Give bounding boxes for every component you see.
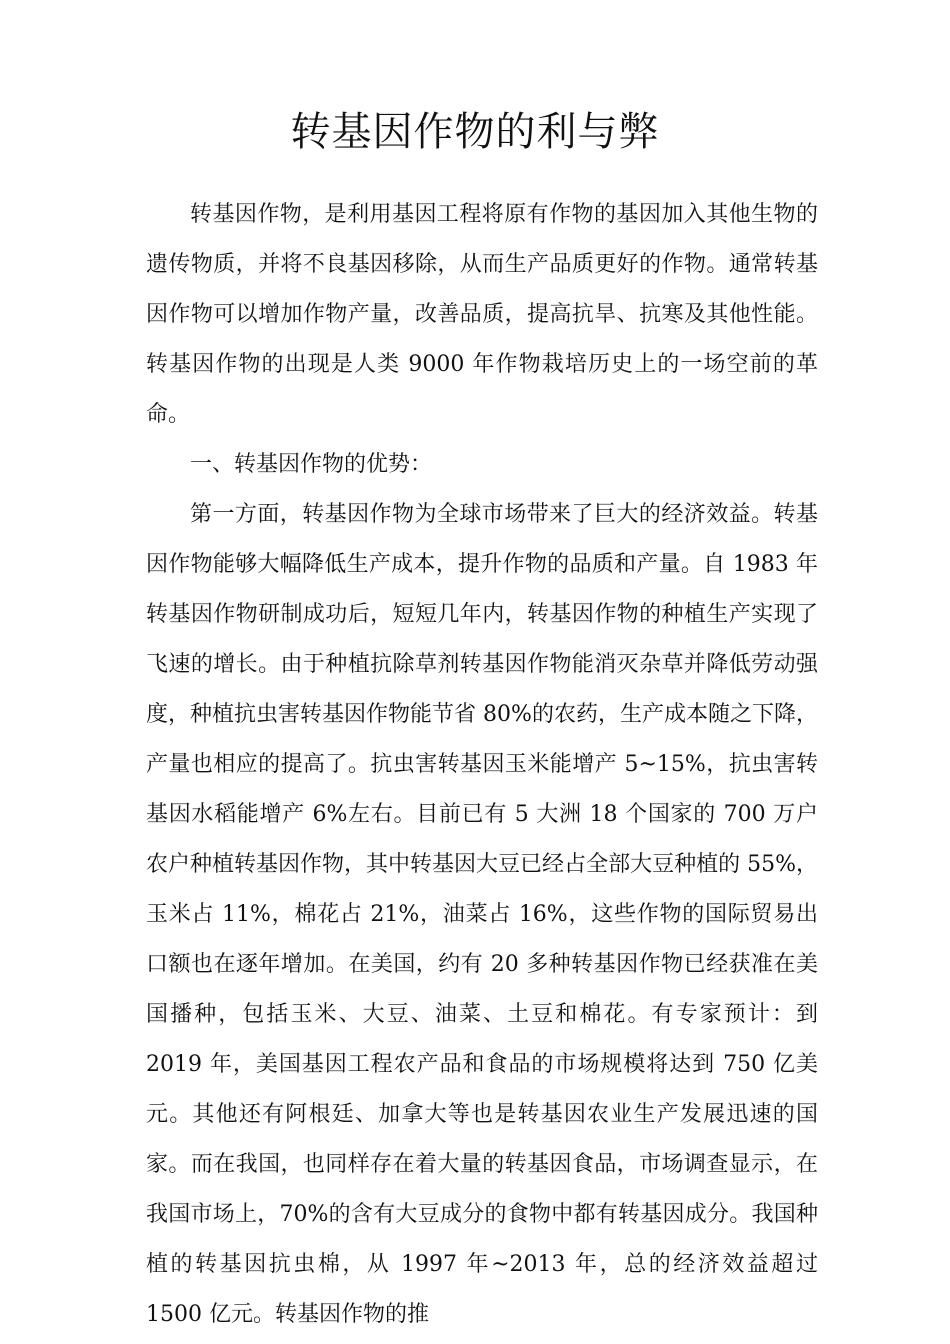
paragraph-intro: 转基因作物，是利用基因工程将原有作物的基因加入其他生物的遗传物质，并将不良基因移除，从而生产品质更好的作物。通常转基因作物可以增加作物产量，改善品质，提高抗旱、抗寒及其他性能。转基因作物的出现是人类 9000 年作物栽培历史上的一场空前的革命。: [146, 202, 818, 427]
paragraph-economic-benefits: 第一方面，转基因作物为全球市场带来了巨大的经济效益。转基因作物能够大幅降低生产成本，提升作物的品质和产量。自 1983 年转基因作物研制成功后，短短几年内，转基因作物的种植生产实现了飞速的增长。由于种植抗除草剂转基因作物能消灭杂草并降低劳动强度，种植抗虫害转基因作物能节省 80%的农药，生产成本随之下降，产量也相应的提高了。抗虫害转基因玉米能增产 5~15%，抗虫害转基因水稻能增产 6%左右。目前已有 5 大洲 18 个国家的 700 万户农户种植转基因作物，其中转基因大豆已经占全部大豆种植的 55%，玉米占 11%，棉花占 21%，油菜占 16%，这些作物的国际贸易出口额也在逐年增加。在美国，约有 20 多种转基因作物已经获准在美国播种，包括玉米、大豆、油菜、土豆和棉花。有专家预计：到 2019 年，美国基因工程农产品和食品的市场规模将达到 750 亿美元。其他还有阿根廷、加拿大等也是转基因农业生产发展迅速的国家。而在我国，也同样存在着大量的转基因食品，市场调查显示，在我国市场上，70%的含有大豆成分的食物中都有转基因成分。我国种植的转基因抗虫棉，从 1997 年~2013 年，总的经济效益超过 1500 亿元。转基因作物的推: [146, 502, 818, 1327]
document-body: [146, 190, 818, 1340]
section-heading-advantages: 一、转基因作物的优势：: [190, 452, 433, 477]
document-title: 转基因作物的利与弊: [290, 109, 660, 155]
